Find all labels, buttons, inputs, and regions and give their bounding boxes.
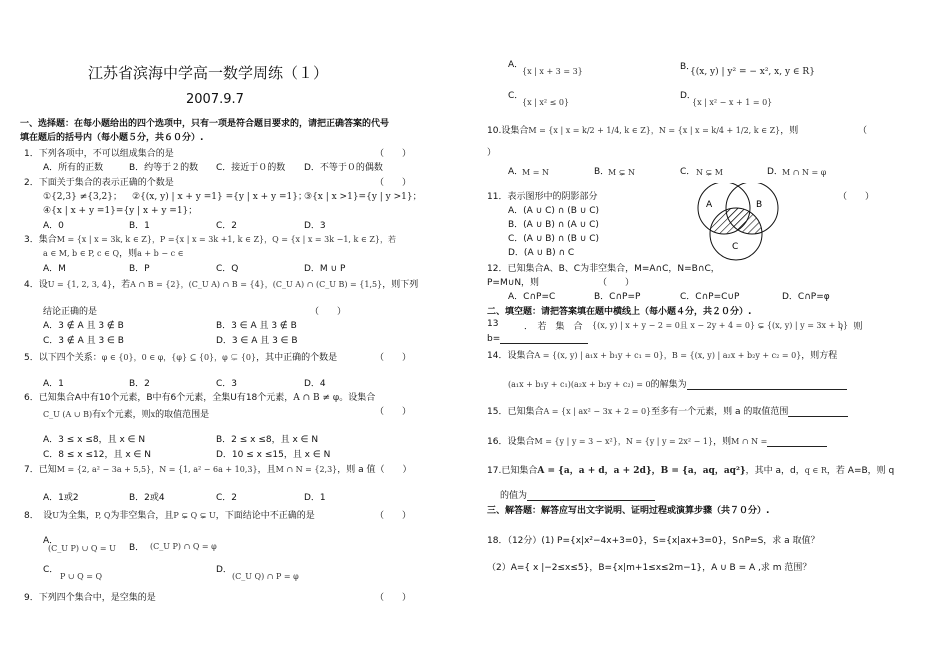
q9-option-b-expr: {(x, y) | y² = − x², x, y ∈ R}	[690, 67, 815, 77]
q18-part1: 18．（12分）(1) P={x|x²−4x+3=0}，S={x|ax+3=0}，S∩P=S，求 a 取值？	[487, 536, 820, 546]
q4-stem: 4．设U = {1, 2, 3, 4}，若A ∩ B = {2}，(C_U A) ∩ B = {4}，(C_U A) ∩ (C_U B) = {1,5}，则下列	[24, 280, 419, 290]
q10-option-a-expr: M = N	[522, 168, 549, 177]
q3-set-m: M = {x | x = 3k, k ∈ Z}	[56, 235, 152, 244]
q1-option-d: D．不等于０的偶数	[304, 163, 383, 173]
q3-option-c: C．Q	[216, 264, 239, 274]
q14-line2: (a₁x + b₁y + c₁)(a₂x + b₂y + c₂) = 0的解集为	[508, 377, 847, 390]
q2-item-2: ②{(x, y) | x + y =1} ={y | x + y =1}；	[132, 192, 307, 202]
venn-shade-bc	[692, 183, 792, 263]
q10-paren-open: （	[858, 126, 868, 136]
q9-stem: 9．下列四个集合中，是空集的是	[24, 593, 156, 603]
q2-item-3: ③{x | x >1}={y | y >1}；	[304, 192, 422, 202]
q10-option-a-label: A．	[508, 167, 524, 177]
q14-answer-blank[interactable]	[687, 380, 847, 390]
q13-ze: ， 则	[840, 322, 863, 332]
q3-option-b: B．P	[129, 264, 150, 274]
q4-option-a: A．3 ∉ A 且 3 ∉ B	[43, 321, 124, 331]
q13-tail: b=	[487, 334, 588, 344]
q2-option-d: D．3	[304, 221, 326, 231]
q8-paren: （ ）	[375, 511, 412, 521]
q11-option-a: A．(A ∪ C) ∩ (B ∪ C)	[508, 206, 600, 216]
q3-line2: a ∈ M, b ∈ P, c ∈ Q，则a + b − c ∈	[43, 249, 184, 259]
q7-stem: 7．已知M = {2, a² − 3a + 5,5}，N = {1, a² − 6a + 10,3}，且M ∩ N = {2,3}，则 a 值（ ）	[24, 465, 412, 475]
q2-option-a: A．0	[43, 221, 64, 231]
section1-heading: 一、选择题：在每小题给出的四个选项中，只有一项是符合题目要求的，请把正确答案的代号	[20, 119, 390, 129]
q1-stem: 1．下列各项中，不可以组成集合的是	[24, 149, 174, 159]
q9-option-b-label: B．	[680, 62, 696, 72]
q8-option-c-expr: P ∪ Q = Q	[60, 572, 103, 581]
section2-heading: 二、填空题：请把答案填在题中横线上（每小题４分，共２０分）.	[487, 307, 752, 317]
venn-label-c: C	[732, 242, 739, 252]
page-date: 2007.9.7	[186, 92, 244, 107]
q1-paren: （ ）	[375, 149, 412, 159]
q7-option-d: D．1	[304, 493, 326, 503]
q12-paren: （ ）	[598, 278, 635, 288]
q1-option-b: B．约等于２的数	[129, 163, 199, 173]
q9-option-d-expr: {x | x² − x + 1 = 0}	[692, 98, 773, 107]
q11-paren: （ ）	[838, 192, 875, 202]
q6-stem: 6．已知集合A中有10个元素，B中有6个元素，全集U有18个元素，A ∩ B ≠ φ。设集合	[24, 393, 376, 403]
q5-option-a: A．1	[43, 379, 64, 389]
q5-option-b: B．2	[129, 379, 150, 389]
q10-option-d-expr: M ∩ N = φ	[782, 168, 827, 177]
q7-option-a: A．1或2	[43, 493, 79, 503]
q11-venn-diagram	[692, 183, 792, 263]
venn-label-b: B	[756, 200, 763, 210]
q15-answer-blank[interactable]	[788, 407, 848, 417]
q10-stem: 10.设集合M = {x | x = k/2 + 1/4, k ∈ Z}，N = {x | x = k/4 + 1/2, k ∈ Z}，则	[487, 126, 799, 136]
q17-answer-blank[interactable]	[527, 491, 655, 501]
q2-option-b: B．1	[129, 221, 150, 231]
q3-option-d: D．M ∪ P	[304, 264, 346, 274]
q10-option-c-expr: N ⊊ M	[696, 168, 723, 177]
q12-option-c: C．C∩P=C∪P	[680, 292, 740, 302]
q6-option-c: C．8 ≤ x ≤12，且 x ∈ N	[43, 450, 151, 460]
q18-part2: （2）A={ x |−2≤x≤5}，B={x|m+1≤x≤2m−1}，A ∪ B = A ,求 m 范围？	[487, 563, 812, 573]
q10-option-d-label: D．	[767, 167, 783, 177]
q5-option-c: C．3	[216, 379, 238, 389]
q3-set-pq: ，P ={x | x = 3k +1, k ∈ Z}，Q = {x | x = 3k −1, k ∈ Z}，若	[151, 235, 397, 244]
q5-stem: 5．以下四个关系：φ ∈ {0}，0 ∈ φ，{φ} ⊆ {0}，φ ⊊ {0}，其中正确的个数是	[24, 353, 338, 363]
q6-line2: C_U (A ∪ B)有x个元素，则x的取值范围是	[43, 410, 210, 420]
q6-option-d: D．10 ≤ x ≤15，且 x ∈ N	[216, 450, 331, 460]
q2-item-1: ①{2,3} ≠{3,2}；	[43, 192, 123, 202]
q9-option-a-expr: {x | x + 3 = 3}	[522, 67, 583, 76]
q11-option-d: D．(A ∪ B) ∩ C	[508, 248, 575, 258]
q8-option-c-label: C．	[43, 565, 59, 575]
q7-option-c: C．2	[216, 493, 238, 503]
q15-stem: 15．已知集合A = {x | ax² − 3x + 2 = 0}至多有一个元素，则 a 的取值范围	[487, 404, 848, 417]
q12-option-d: D．C∩P=φ	[782, 292, 830, 302]
q11-stem: 11．表示图形中的阴影部分	[487, 192, 598, 202]
q9-option-c-expr: {x | x² ≤ 0}	[522, 98, 570, 107]
q12-stem: 12．已知集合A、B、C为非空集合，M=A∩C，N=B∩C，	[487, 264, 720, 274]
q9-paren: （ ）	[375, 593, 412, 603]
q12-option-a: A．C∩P=C	[508, 292, 556, 302]
q13-num: 13	[487, 319, 499, 329]
q3-option-a: A．M	[43, 264, 66, 274]
q1-option-c: C．接近于０的数	[216, 163, 286, 173]
q9-option-d-label: D．	[680, 91, 696, 101]
q12-option-b: B．C∩P=P	[594, 292, 641, 302]
page-title: 江苏省滨海中学高一数学周练（１）	[88, 64, 329, 82]
q8-option-b-expr: (C_U P) ∩ Q = φ	[150, 542, 217, 551]
q2-option-c: C．2	[216, 221, 238, 231]
q9-option-c-label: C．	[508, 91, 524, 101]
q3-stem: 3．集合M = {x | x = 3k, k ∈ Z}，P ={x | x = 3k +1, k ∈ Z}，Q = {x | x = 3k −1, k ∈ Z}，若	[24, 235, 397, 245]
q8-option-b-label: B．	[129, 543, 145, 553]
q6-paren: （ ）	[375, 407, 412, 417]
q4-option-c: C．3 ∉ A 且 3 ∈ B	[43, 336, 124, 346]
q10-option-c-label: C．	[680, 167, 696, 177]
q7-option-b: B．2或4	[129, 493, 165, 503]
q13-expr: {(x, y) | x + y − 2 = 0且 x − 2y + 4 = 0} ⊊ {(x, y) | y = 3x + b}	[592, 321, 849, 330]
q10-option-b-label: B．	[594, 167, 610, 177]
q12-stem-2: P=M∪N，则	[487, 278, 540, 288]
q8-option-d-expr: (C_U Q) ∩ P = φ	[232, 572, 299, 581]
q17-line2: 的值为	[500, 488, 655, 501]
q8-option-a-expr: (C_U P) ∪ Q = U	[48, 544, 116, 553]
q6-option-a: A．3 ≤ x ≤8，且 x ∈ N	[43, 435, 146, 445]
q6-option-b: B．2 ≤ x ≤8，且 x ∈ N	[216, 435, 319, 445]
q4-stem-2: 结论正确的是	[43, 307, 98, 317]
q13-ruo: ． 若 集 合	[524, 322, 583, 332]
q11-option-b: B．(A ∪ B) ∩ (A ∪ C)	[508, 220, 599, 230]
q16-stem: 16．设集合M = {y | y = 3 − x²}，N = {y | y = 2x² − 1}，则M ∩ N =	[487, 434, 827, 447]
q4-option-d: D．3 ∈ A 且 3 ∈ B	[216, 336, 298, 346]
q8-stem: 8． 设U为全集，P, Q为非空集合，且P ⊊ Q ⊊ U，下面结论中不正确的是	[24, 511, 315, 521]
q10-paren-close: ）	[487, 148, 497, 158]
q4-option-b: B．3 ∈ A 且 3 ∉ B	[216, 321, 297, 331]
section1-heading-2: 填在题后的括号内（每小题５分，共６０分）.	[20, 133, 204, 143]
q2-stem: 2．下面关于集合的表示正确的个数是	[24, 178, 174, 188]
q10-option-b-expr: M ⊊ N	[608, 168, 635, 177]
q1-option-a: A．所有的正数	[43, 163, 104, 173]
q14-stem: 14．设集合A = {(x, y) | a₁x + b₁y + c₁ = 0}，B = {(x, y) | a₂x + b₂y + c₂ = 0}，则方程	[487, 351, 838, 361]
q2-item-4: ④{x | x + y =1}={y | x + y =1}；	[43, 206, 198, 216]
q4-paren: （ ）	[310, 307, 347, 317]
section3-heading: 三、解答题：解答应写出文字说明、证明过程或演算步骤（共７０分）.	[487, 506, 770, 516]
q2-paren: （ ）	[375, 178, 412, 188]
q16-answer-blank[interactable]	[767, 437, 827, 447]
q5-option-d: D．4	[304, 379, 326, 389]
q17-stem: 17.已知集合A = {a，a + d，a + 2d}，B = {a，aq，aq²}，其中 a，d，q ∈ R，若 A=B，则 q	[487, 466, 895, 476]
q11-option-c: C．(A ∪ B) ∩ (B ∪ C)	[508, 234, 600, 244]
q13-answer-blank[interactable]	[500, 334, 588, 344]
venn-label-a: A	[706, 200, 713, 210]
q9-option-a-label: A．	[508, 60, 524, 70]
q5-paren: （ ）	[375, 353, 412, 363]
q8-option-a-label: A．	[43, 536, 59, 546]
q8-option-d-label: D．	[216, 565, 232, 575]
